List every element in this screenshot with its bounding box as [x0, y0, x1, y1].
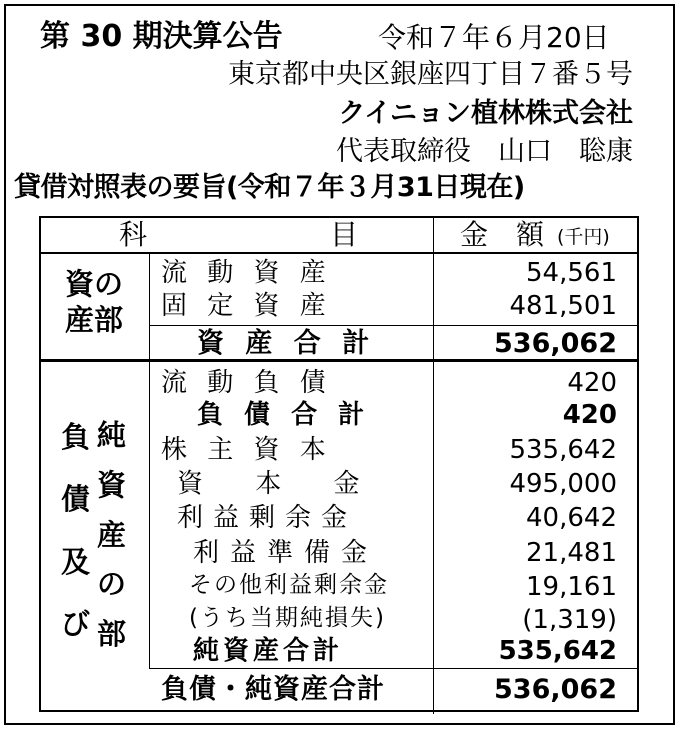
liab-section-char-1: 負 [61, 420, 91, 454]
row-value-capital: 495,000 [509, 469, 617, 499]
row-label-total-net-assets: 純資産合計 [193, 636, 344, 666]
representative: 代表取締役 山口 聡康 [336, 136, 633, 167]
assets-section-divider [41, 359, 637, 362]
liab-section-char-6: 資 [97, 468, 127, 502]
row-value-grand-total: 536,062 [494, 674, 617, 705]
notice-date: 令和７年６月20日 [378, 21, 610, 54]
liab-section-char-3: 及 [61, 545, 91, 579]
row-value-legal-reserve: 21,481 [526, 538, 617, 568]
liab-section-char-2: 債 [61, 482, 91, 516]
header-unit: (千円) [557, 226, 610, 248]
row-value-current-assets: 54,561 [526, 258, 617, 288]
liab-section-char-4: び [61, 607, 91, 641]
liab-section-char-9: 部 [97, 617, 127, 651]
company-name: クイニョン植林株式会社 [338, 98, 633, 129]
row-label-net-loss: (うち当期純損失) [189, 605, 386, 631]
balance-sheet-table [39, 216, 639, 712]
row-label-shareholders-equity: 株 主 資 本 [161, 435, 332, 465]
row-label-capital: 資 本 金 [177, 469, 366, 499]
row-label-current-liabilities: 流 動 負 債 [161, 368, 332, 398]
row-label-fixed-assets: 固 定 資 産 [161, 291, 332, 321]
assets-section-label-2: 産部 [65, 303, 124, 337]
header-item-a: 科 [119, 218, 148, 251]
notice-title: 第 30 期決算公告 [40, 19, 283, 54]
company-address: 東京都中央区銀座四丁目７番５号 [228, 59, 633, 90]
liab-section-char-7: 産 [97, 518, 127, 552]
header-amount: 金 額 [460, 218, 545, 251]
row-label-retained-earnings: 利益剰余金 [177, 503, 358, 533]
row-label-other-retained-earnings: その他利益剰余金 [189, 572, 389, 598]
header-divider [41, 252, 637, 254]
statement-subtitle: 貸借対照表の要旨(令和７年３月31日現在) [14, 172, 525, 203]
row-value-total-net-assets: 535,642 [498, 636, 617, 666]
row-value-net-loss: (1,319) [522, 605, 617, 635]
row-value-total-liabilities: 420 [562, 400, 617, 430]
assets-total-divider [149, 325, 637, 326]
row-value-other-retained-earnings: 19,161 [526, 572, 617, 602]
assets-section-label-1: 資の [65, 267, 124, 301]
row-value-fixed-assets: 481,501 [509, 291, 617, 321]
row-label-grand-total: 負債・純資産合計 [161, 674, 385, 705]
row-value-total-assets: 536,062 [494, 328, 617, 359]
row-label-total-assets: 資 産 合 計 [197, 328, 376, 359]
liab-section-char-5: 純 [97, 418, 127, 452]
row-value-current-liabilities: 420 [567, 368, 617, 398]
row-value-shareholders-equity: 535,642 [509, 435, 617, 465]
liab-section-char-8: の [97, 567, 127, 601]
row-label-total-liabilities: 負 債 合 計 [197, 400, 371, 430]
row-label-current-assets: 流 動 資 産 [161, 258, 332, 288]
amount-column-divider [433, 218, 434, 714]
section-column-divider [149, 254, 150, 668]
row-value-retained-earnings: 40,642 [526, 503, 617, 533]
header-item-b: 目 [330, 218, 359, 251]
grand-total-divider [149, 668, 637, 669]
row-label-legal-reserve: 利益準備金 [193, 538, 379, 568]
